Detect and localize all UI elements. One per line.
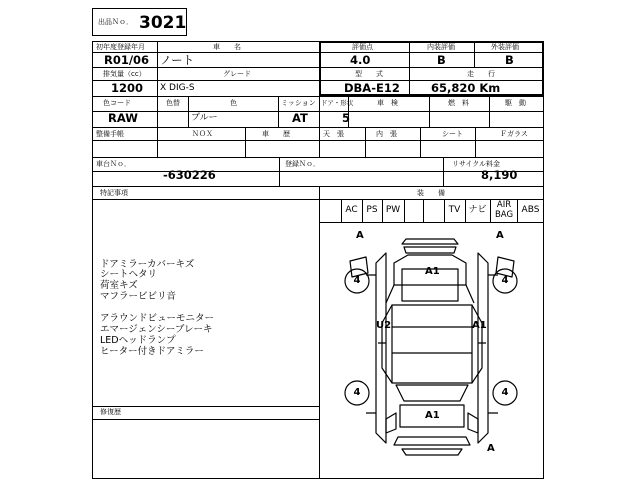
rear-bumper [394,437,470,445]
doors-value: 5 [342,111,351,125]
mileage-value: 65,820 Km [431,81,501,95]
front-glass-label: Ｆガラス [500,130,528,138]
recycle-fee-label: リサイクル料金 [452,160,501,168]
car-name-label: 車 名 [213,43,241,51]
mark-front-right: A [496,230,504,241]
note-line: ドアミラーカバーキズ [100,259,195,270]
mark-left-side: U2 [376,320,392,331]
first-registration-value: R01/06 [104,53,150,67]
model-value: DBA-E12 [344,81,400,95]
inspection-label: 車 検 [377,99,398,107]
chassis-number-value: -630226 [163,168,216,182]
car-history-label: 車 歴 [262,130,290,138]
notes-label: 特記事項 [100,189,128,197]
lot-number: 3021 [139,13,187,33]
left-body-outline [376,253,386,443]
tire-front-left-depth: 4 [353,275,361,286]
equipment-ps: PS [366,205,378,215]
drive-label: 駆 動 [505,99,526,107]
color-change-label: 色替 [166,99,180,107]
tire-front-right-depth: 4 [501,275,509,286]
first-registration-label: 初年度登録年月 [96,43,145,51]
note-line: アラウンドビューモニター [100,313,215,324]
equipment-tv: TV [448,205,461,215]
score-label: 評価点 [352,43,373,51]
repair-history-label: 修復歴 [100,408,121,416]
front-bumper [402,239,458,244]
mark-right-side: A1 [472,320,487,331]
color-code-label: 色コード [103,99,131,107]
mission-label: ミッション [281,99,316,107]
mission-value: AT [292,111,308,125]
seat-label: シート [442,130,463,138]
car-damage-diagram [320,223,544,479]
note-line: シートヘタリ [100,269,158,280]
equipment-pw: PW [385,205,401,215]
mark-rear: A1 [425,410,440,421]
equipment-navi: ナビ [468,205,487,215]
equipment-abs: ABS [521,205,540,215]
color-label: 色 [230,99,237,107]
roof-lining-label: 天 張 [323,130,344,138]
tire-rear-right-depth: 4 [501,387,509,398]
rear-glass [396,385,468,401]
grade-value: X DIG-S [160,83,195,93]
door-shape-label: ドア・形状 [321,99,354,107]
recycle-fee-value: 8,190 [481,168,518,182]
displacement-value: 1200 [111,81,144,95]
model-label: 型 式 [355,70,383,78]
equipment-ac: AC [345,205,358,215]
nox-label: ＮＯＸ [192,130,213,138]
grade-label: グレード [223,70,251,78]
fuel-label: 燃 料 [448,99,469,107]
score-value: 4.0 [350,53,371,67]
lot-number-box [92,8,187,36]
mark-roof: A1 [425,266,440,277]
front-grille [404,247,456,253]
displacement-label: 排気量（cc） [103,70,146,78]
right-mirror [496,257,514,277]
equipment-airbag: AIR BAG [494,200,514,220]
right-body-outline [478,253,488,443]
interior-score-label: 内装評価 [427,43,455,51]
color-value: ブルー [191,113,218,123]
cabin [392,305,472,383]
mark-front-left: A [356,230,364,241]
note-line: マフラービビリ音 [100,291,177,302]
registration-number-label: 登録Ｎｏ． [285,160,320,168]
tire-rear-left-depth: 4 [353,387,361,398]
note-line: 荷室キズ [100,280,138,291]
equipment-label: 装 備 [417,189,445,197]
left-mirror [350,257,368,277]
interior-score-value: B [437,53,446,67]
car-name-value: ノート [160,53,195,67]
mileage-label: 走 行 [467,70,495,78]
maintenance-book-label: 整備手帳 [96,130,124,138]
note-line: ヒーター付きドアミラー [100,346,204,357]
mark-rear-right: A [487,443,495,454]
exterior-score-label: 外装評価 [491,43,519,51]
exterior-score-value: B [505,53,514,67]
note-line: エマージェンシーブレーキ [100,324,213,335]
chassis-number-label: 車台Ｎｏ． [96,160,131,168]
note-line: LEDヘッドランプ [100,335,176,346]
interior-lining-label: 内 張 [376,130,397,138]
color-code-value: RAW [108,111,138,125]
lot-number-label: 出品Ｎｏ． [98,18,133,26]
